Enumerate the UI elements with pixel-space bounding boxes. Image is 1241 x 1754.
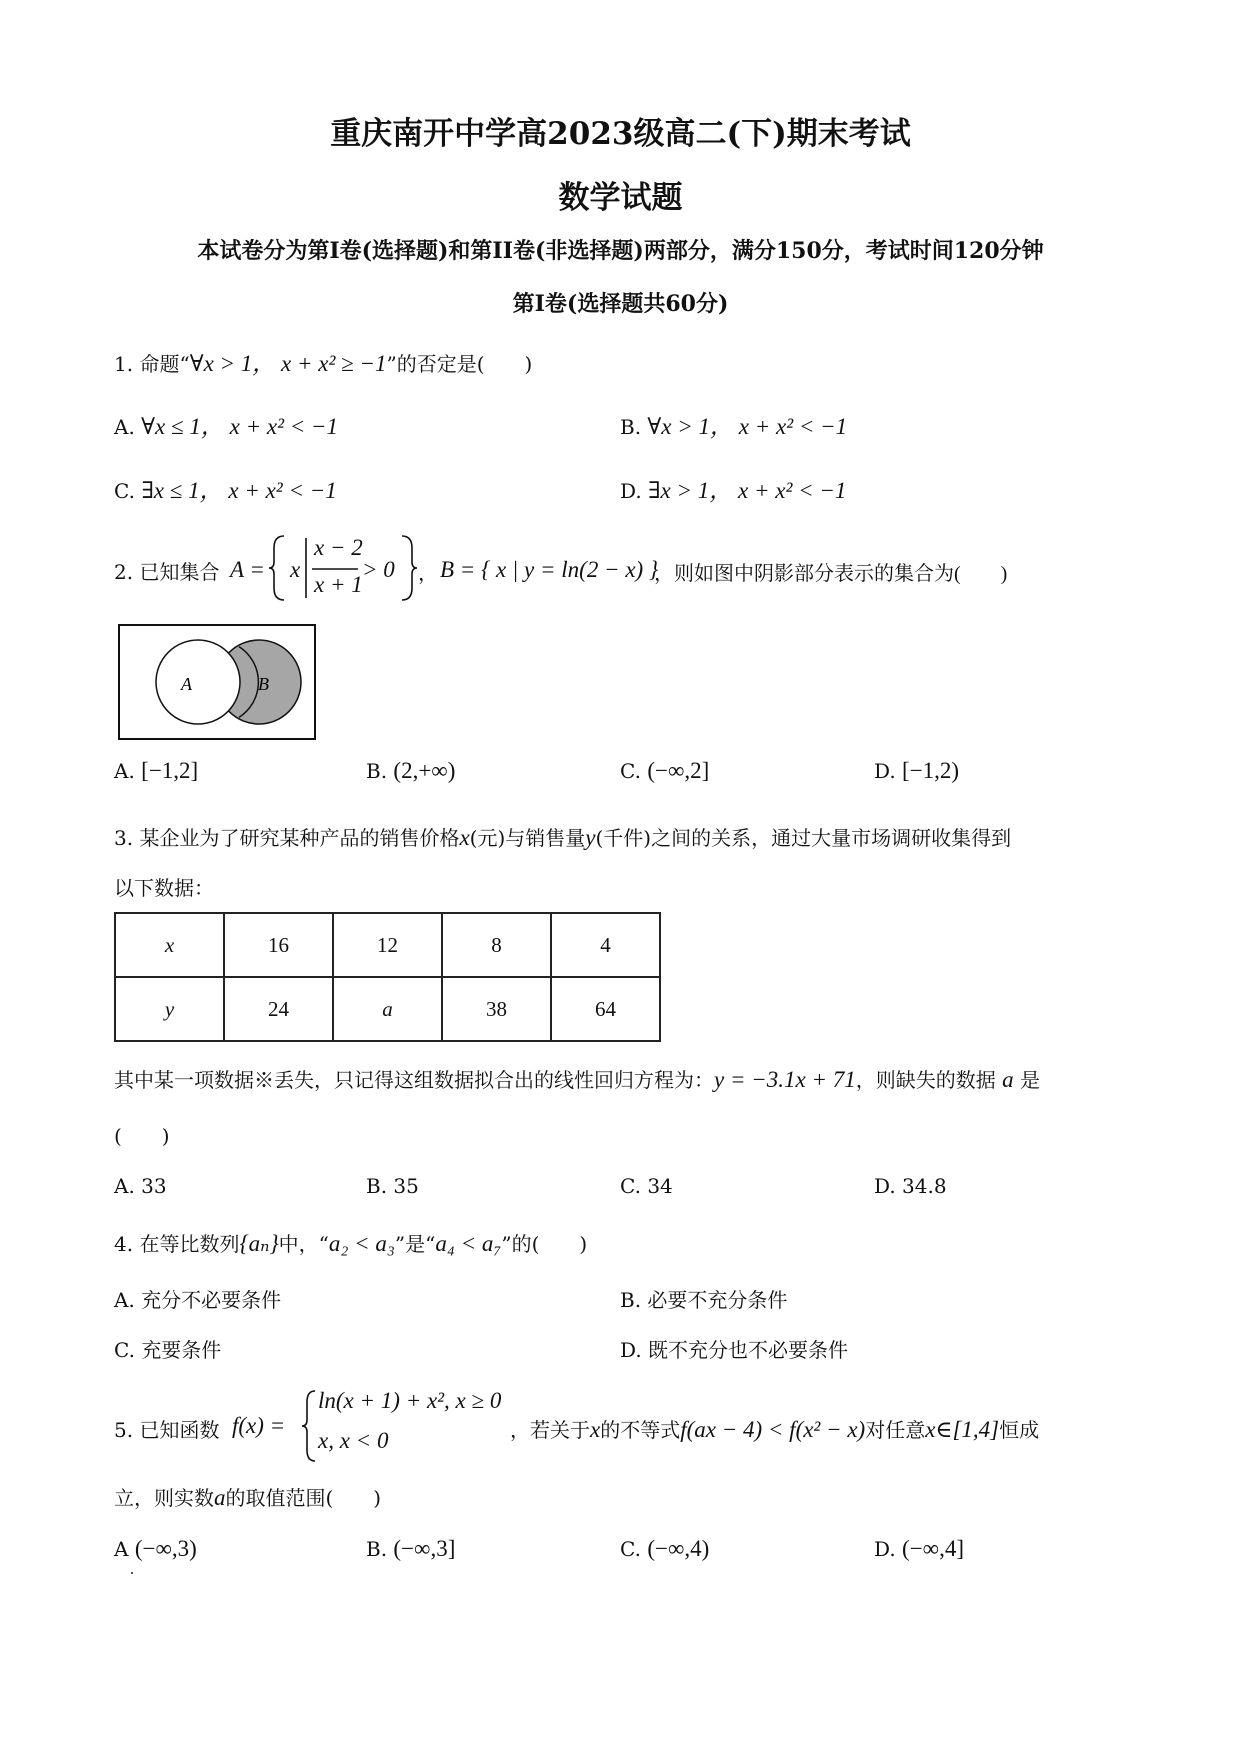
q4-option-d[interactable]: D. 既不充分也不必要条件 (620, 1338, 849, 1362)
var-a: a (214, 1485, 226, 1510)
q3-option-d[interactable]: D. 34.8 (874, 1174, 947, 1198)
exam-title: 重庆南开中学高2023级高二(下)期末考试 (330, 116, 911, 152)
question-3-stem-line-2: 以下数据： (114, 876, 214, 900)
q2-option-b[interactable]: B. (2,+∞) (366, 758, 456, 783)
table-cell: 12 (333, 913, 442, 977)
condition-1: a₂ < a₃ (328, 1231, 395, 1256)
domain-range: x∈[1,4] (925, 1417, 1000, 1442)
venn-label-b: B (258, 674, 269, 694)
piecewise-brace (300, 1388, 318, 1464)
question-text: ，则如图中阴影部分表示的集合为( ) (654, 563, 1008, 585)
var-x: x (459, 825, 470, 850)
table-cell: 4 (551, 913, 660, 977)
q4-option-a[interactable]: A. 充分不必要条件 (114, 1288, 282, 1312)
question-number: 2. (114, 560, 134, 584)
ink-dot (131, 1572, 133, 1574)
q2-option-a[interactable]: A. [−1,2] (114, 758, 199, 783)
var-y: y (585, 825, 596, 850)
option-math: [−1,2] (141, 758, 199, 783)
set-a-var: x (290, 557, 301, 582)
venn-figure (118, 624, 316, 740)
piecewise-case-1: ln(x + 1) + x², x ≥ 0 (318, 1388, 502, 1413)
question-text: ”的否定是( ) (386, 352, 533, 376)
q1-option-c[interactable]: C. ∃x ≤ 1， x + x² < −1 (114, 478, 337, 503)
q3-option-a[interactable]: A. 33 (114, 1174, 167, 1198)
condition-2: a₄ < a₇ (435, 1231, 502, 1256)
piecewise-case-2: x, x < 0 (318, 1428, 389, 1453)
venn-label-a: A (181, 674, 192, 694)
q2-option-c[interactable]: C. (−∞,2] (620, 758, 710, 783)
data-table (114, 912, 661, 1042)
q4-option-b[interactable]: B. 必要不充分条件 (620, 1288, 788, 1312)
set-b: B = { x | y = ln(2 − x) } (440, 557, 659, 582)
inequality: f(ax − 4) < f(x² − x) (680, 1417, 866, 1442)
q2-option-d[interactable]: D. [−1,2) (874, 758, 960, 783)
table-cell: 64 (551, 977, 660, 1041)
option-math: (−∞,4) (647, 1536, 710, 1561)
question-number: 5. (114, 1418, 134, 1442)
question-1-stem (114, 345, 532, 378)
option-math: ∀x ≤ 1， x + x² < −1 (141, 414, 339, 439)
option-math: ∃x > 1， x + x² < −1 (648, 478, 847, 503)
math-expression: ∀x > 1， x + x² ≥ −1 (189, 351, 387, 376)
question-number: 1. (114, 352, 134, 376)
exam-subtitle: 数学试题 (558, 180, 683, 216)
exam-note: 本试卷分为第I卷(选择题)和第II卷(非选择题)两部分，满分150分，考试时间120分钟 (197, 238, 1044, 264)
set-a-relation: > 0 (362, 557, 395, 582)
table-cell: 16 (224, 913, 333, 977)
question-4-stem: 4. 在等比数列{aₙ}中，“a₂ < a₃”是“a₄ < a₇”的( ) (114, 1231, 588, 1256)
option-math: ∀x > 1， x + x² < −1 (647, 414, 848, 439)
table-row (115, 977, 660, 1041)
function-name: f(x) = (232, 1413, 286, 1438)
q1-option-d[interactable]: D. ∃x > 1， x + x² < −1 (620, 478, 847, 503)
table-cell: 24 (224, 977, 333, 1041)
q5-option-d[interactable]: D. (−∞,4] (874, 1536, 964, 1561)
q1-option-a[interactable]: A. ∀x ≤ 1， x + x² < −1 (114, 414, 339, 439)
q1-option-b[interactable]: B. ∀x > 1， x + x² < −1 (620, 414, 848, 439)
venn-set-a (156, 640, 240, 724)
sequence: {aₙ} (239, 1231, 279, 1256)
var-a: a (1002, 1067, 1014, 1092)
set-a-denominator: x + 1 (314, 572, 363, 597)
table-cell: 38 (442, 977, 551, 1041)
question-text: 命题“ (139, 352, 190, 376)
option-math: (2,+∞) (393, 758, 456, 783)
set-a-lhs: A = (230, 557, 265, 582)
table-row (115, 913, 660, 977)
q5-option-c[interactable]: C. (−∞,4) (620, 1536, 710, 1561)
answer-paren: ( ) (114, 1124, 170, 1148)
table-cell: y (115, 977, 224, 1041)
option-math: (−∞,2] (647, 758, 710, 783)
question-2-stem (114, 556, 219, 585)
table-cell: a (333, 977, 442, 1041)
venn-diagram (118, 624, 316, 740)
table-cell: x (115, 913, 224, 977)
option-math: (−∞,3] (393, 1536, 456, 1561)
separator: ， (418, 563, 438, 585)
question-number: 3. (114, 826, 134, 850)
q5-option-b[interactable]: B. (−∞,3] (366, 1536, 456, 1561)
question-3-stem-line-3: 其中某一项数据※丢失，只记得这组数据拟合出的线性回归方程为：y = −3.1x + 71，则缺失的数据 a 是 (114, 1067, 1040, 1092)
var-x: x (590, 1417, 601, 1442)
regression-equation: y = −3.1x + 71 (714, 1067, 856, 1092)
question-5-stem-line-2: 立，则实数a的取值范围( ) (114, 1485, 382, 1510)
q4-option-c[interactable]: C. 充要条件 (114, 1338, 222, 1362)
q3-option-c[interactable]: C. 34 (620, 1174, 673, 1198)
option-math: [−1,2) (902, 758, 960, 783)
q3-option-b[interactable]: B. 35 (366, 1174, 419, 1198)
table-cell: 8 (442, 913, 551, 977)
question-5-stem: 5. 已知函数 (114, 1418, 220, 1442)
q5-option-a[interactable]: A (−∞,3) (114, 1536, 197, 1561)
section-title: 第I卷(选择题共60分) (512, 291, 729, 317)
question-text: 已知集合 (139, 560, 220, 584)
set-a-numerator: x − 2 (314, 535, 363, 560)
question-number: 4. (114, 1232, 134, 1256)
option-math: (−∞,4] (902, 1536, 964, 1561)
question-3-stem-line-1: 3. 某企业为了研究某种产品的销售价格x(元)与销售量y(千件)之间的关系，通过大量市场调研收集得到 (114, 825, 1012, 850)
question-5-stem-continued: ，若关于x的不等式f(ax − 4) < f(x² − x)对任意x∈[1,4]恒成 (510, 1417, 1040, 1442)
option-math: (−∞,3) (134, 1536, 197, 1561)
option-math: ∃x ≤ 1， x + x² < −1 (141, 478, 337, 503)
